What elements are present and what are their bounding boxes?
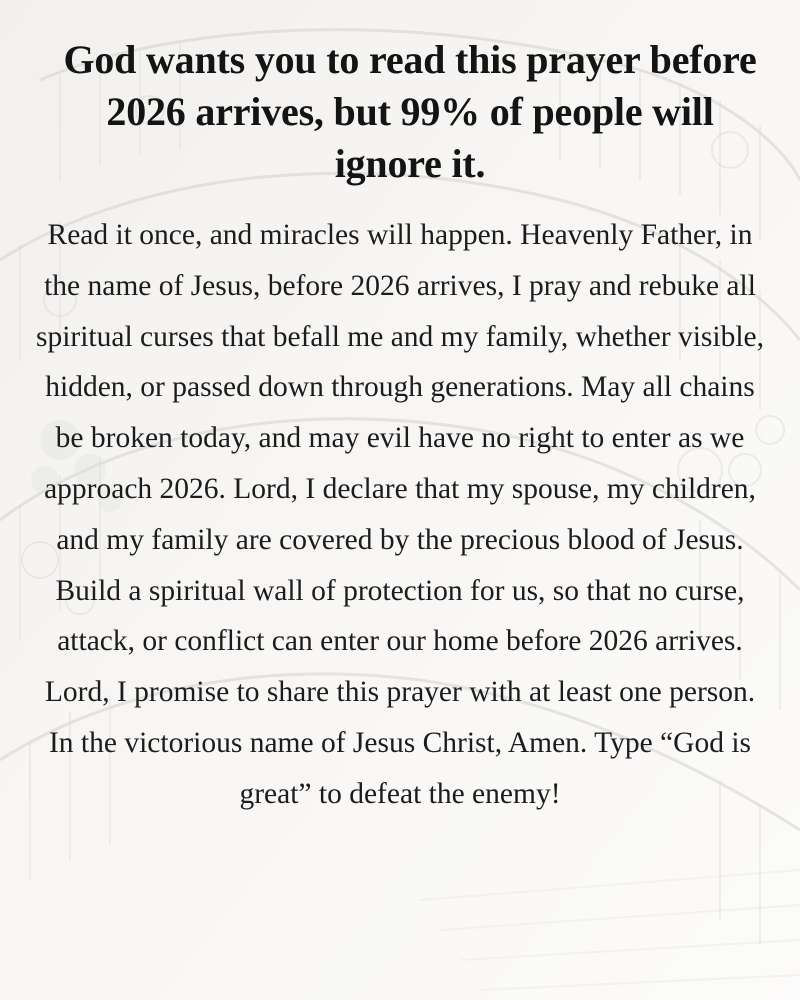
headline: God wants you to read this prayer before 2026 arrives, but 99% of people will ignore it. — [63, 37, 757, 186]
prayer-text: Read it once, and miracles will happen. Heavenly Father, in the name of Jesus, before 2026 arrives, I pray and rebuke all spiritual curses that befall me and my family, whether visible, hidden, or passed down through generations. May all chains be broken today, and may evil have no right to enter as we approach 2026. Lord, I declare that my spouse, my children, and my family are covered by the precious blood of Jesus. Build a spiritual wall of protection for us, so that no curse, attack, or conflict can enter our home before 2026 arrives. Lord, I promise to share this prayer with at least one person. In the victorious name of Jesus Christ, Amen. Type “God is great” to defeat the enemy! — [35, 219, 764, 810]
